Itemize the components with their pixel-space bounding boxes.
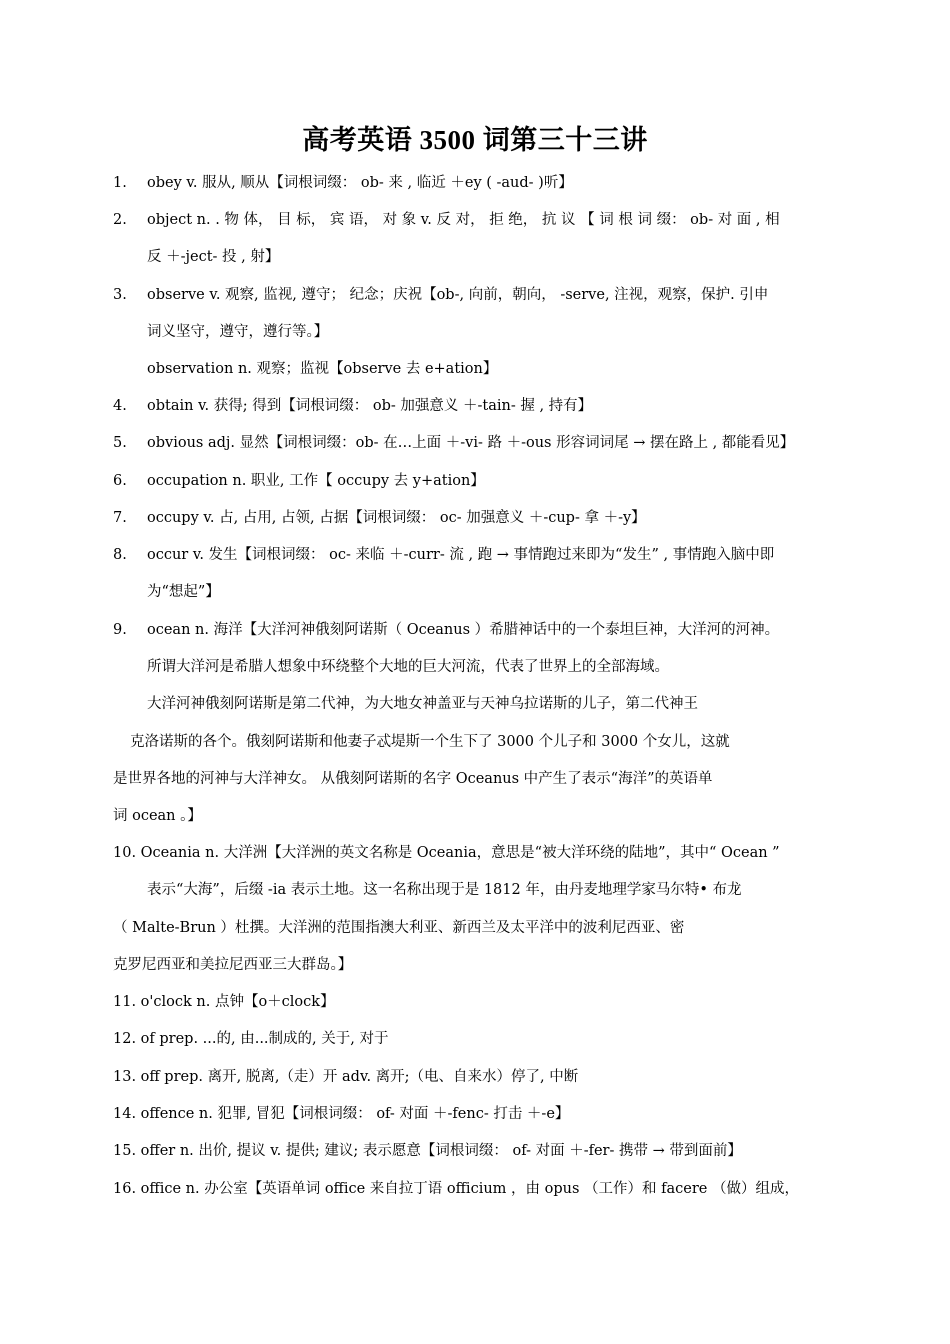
entry-line: 克罗尼西亚和美拉尼西亚三大群岛。】 — [113, 957, 353, 973]
item-number: 2. — [113, 212, 127, 228]
entry-line: object n. . 物 体， 目 标， 宾 语， 对 象 v. 反 对， 拒 绝， 抗 议 【 词 根 词 缀： ob- 对 面 , 相 — [147, 212, 780, 228]
entry-line: occur v. 发生【词根词缀： oc- 来临 ＋-curr- 流 , 跑 → 事情跑过来即为“发生” , 事情跑入脑中即 — [147, 547, 775, 563]
entry-line: 14. offence n. 犯罪, 冒犯【词根词缀： of- 对面 ＋-fenc- 打击 ＋-e】 — [113, 1106, 570, 1122]
item-number: 1. — [113, 175, 127, 191]
entry-line: 16. office n. 办公室【英语单词 office 来自拉丁语 officium ，由 opus （工作）和 facere （做）组成， — [113, 1181, 799, 1197]
entry-line: （ Malte-Brun ）杜撰。大洋洲的范围指澳大利亚、新西兰及太平洋中的波利尼西亚、密 — [113, 920, 685, 936]
entry-line: 12. of prep. ...的, 由...制成的, 关于, 对于 — [113, 1031, 389, 1047]
item-number: 3. — [113, 287, 127, 303]
entry-line: 为“想起”】 — [147, 584, 220, 600]
entry-line: 反 ＋-ject- 投 , 射】 — [147, 249, 280, 265]
entry-line: occupation n. 职业, 工作【 occupy 去 y+ation】 — [147, 473, 485, 489]
entry-line: ocean n. 海洋【大洋河神俄刻阿诺斯（ Oceanus ）希腊神话中的一个泰坦巨神，大洋河的河神。 — [147, 622, 780, 638]
entry-line: 词义坚守，遵守，遵行等。】 — [147, 324, 329, 340]
entry-line: observation n. 观察；监视【observe 去 e+ation】 — [147, 361, 498, 377]
item-number: 9. — [113, 622, 127, 638]
entry-line: 大洋河神俄刻阿诺斯是第二代神，为大地女神盖亚与天神乌拉诺斯的儿子，第二代神王 — [147, 696, 698, 712]
page-title: 高考英语 3500 词第三十三讲 — [302, 125, 648, 155]
entry-line: 是世界各地的河神与大洋神女。 从俄刻阿诺斯的名字 Oceanus 中产生了表示“海洋”的英语单 — [113, 771, 713, 787]
entry-line: 13. off prep. 离开, 脱离,（走）开 adv. 离开;（电、自来水）停了, 中断 — [113, 1069, 579, 1085]
item-number: 6. — [113, 473, 127, 489]
entry-line: obvious adj. 显然【词根词缀：ob- 在…上面 ＋-vi- 路 ＋-ous 形容词词尾 → 摆在路上 , 都能看见】 — [147, 435, 795, 451]
entry-line: 表示“大海”，后缀 -ia 表示土地。这一名称出现于是 1812 年，由丹麦地理学家马尔特• 布龙 — [147, 882, 742, 898]
entry-line: obtain v. 获得; 得到【词根词缀： ob- 加强意义 ＋-tain- 握 , 持有】 — [147, 398, 593, 414]
entry-line: observe v. 观察, 监视, 遵守； 纪念；庆祝【ob-, 向前，朝向， -serve, 注视，观察，保护. 引申 — [147, 287, 769, 303]
entry-line: 所谓大洋河是希腊人想象中环绕整个大地的巨大河流，代表了世界上的全部海域。 — [147, 659, 669, 675]
entry-line: occupy v. 占, 占用, 占领, 占据【词根词缀： oc- 加强意义 ＋-cup- 拿 ＋-y】 — [147, 510, 646, 526]
entry-line: 10. Oceania n. 大洋洲【大洋洲的英文名称是 Oceania，意思是“被大洋环绕的陆地”，其中“ Ocean ” — [113, 845, 780, 861]
item-number: 4. — [113, 398, 127, 414]
item-number: 7. — [113, 510, 127, 526]
entry-line: 克洛诺斯的各个。俄刻阿诺斯和他妻子忒堤斯一个生下了 3000 个儿子和 3000 个女儿，这就 — [130, 734, 730, 750]
entry-line: obey v. 服从, 顺从【词根词缀： ob- 来 , 临近 ＋ey ( -aud- )听】 — [147, 175, 573, 191]
item-number: 8. — [113, 547, 127, 563]
entry-line: 15. offer n. 出价, 提议 v. 提供; 建议; 表示愿意【词根词缀： of- 对面 ＋-fer- 携带 → 带到面前】 — [113, 1143, 742, 1159]
entry-line: 11. o'clock n. 点钟【o＋clock】 — [113, 994, 335, 1010]
entry-line: 词 ocean 。】 — [113, 808, 202, 824]
item-number: 5. — [113, 435, 127, 451]
